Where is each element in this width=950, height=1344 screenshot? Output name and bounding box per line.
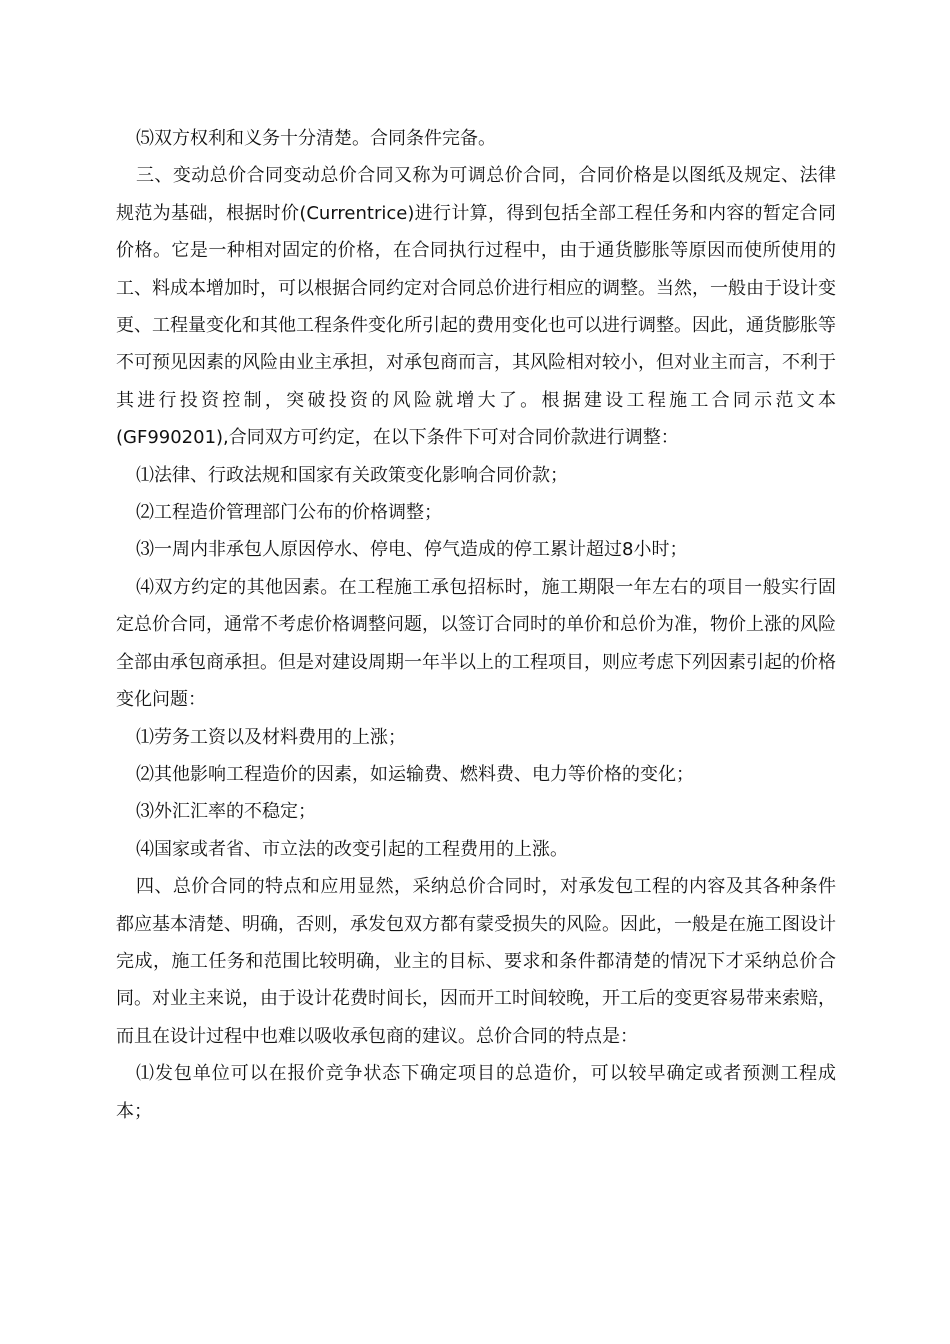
paragraph-factor-2: ⑵其他影响工程造价的因素，如运输费、燃料费、电力等价格的变化； [136, 763, 694, 785]
paragraph-condition-3: ⑶一周内非承包人原因停水、停电、停气造成的停工累计超过8小时； [136, 539, 688, 561]
paragraph-section-4-characteristics: 四、总价合同的特点和应用显然，采纳总价合同时，对承发包工程的内容及其各种条件都应基本清楚、明确，否则，承发包双方都有蒙受损失的风险。因此，一般是在施工图设计完成，施工任务和范围比较明确，业主的目标、要求和条件都清楚的情况下才采纳总价合同。对业主来说，由于设计花费时间长，因而开工时间较晚，开工后的变更容易带来索赔，而且在设计过程中也难以吸收承包商的建议。总价合同的特点是： [116, 876, 836, 1047]
paragraph-condition-1: ⑴法律、行政法规和国家有关政策变化影响合同价款； [136, 464, 568, 486]
paragraph-condition-2: ⑵工程造价管理部门公布的价格调整； [136, 502, 442, 524]
paragraph-section-3-variable-total-price: 三、变动总价合同变动总价合同又称为可调总价合同，合同价格是以图纸及规定、法律规范为基础，根据时价(Currentrice)进行计算，得到包括全部工程任务和内容的暂定合同价格。它是一种相对固定的价格，在合同执行过程中，由于通货膨胀等原因而使所使用的工、料成本增加时，可以根据合同约定对合同总价进行相应的调整。当然，一般由于设计变更、工程量变化和其他工程条件变化所引起的费用变化也可以进行调整。因此，通货膨胀等不可预见因素的风险由业主承担，对承包商而言，其风险相对较小，但对业主而言，不利于其进行投资控制，突破投资的风险就增大了。根据建设工程施工合同示范文本(GF990201),合同双方可约定，在以下条件下可对合同价款进行调整： [116, 165, 836, 449]
paragraph-factor-3: ⑶外汇汇率的不稳定； [136, 801, 316, 823]
paragraph-item-5: ⑸双方权利和义务十分清楚。合同条件完备。 [136, 128, 496, 149]
paragraph-characteristic-1: ⑴发包单位可以在报价竞争状态下确定项目的总造价，可以较早确定或者预测工程成本； [116, 1063, 836, 1122]
paragraph-factor-1: ⑴劳务工资以及材料费用的上涨； [136, 726, 406, 748]
document-page [116, 120, 836, 1130]
paragraph-factor-4: ⑷国家或者省、市立法的改变引起的工程费用的上涨。 [136, 838, 568, 860]
paragraph-condition-4: ⑷双方约定的其他因素。在工程施工承包招标时，施工期限一年左右的项目一般实行固定总价合同，通常不考虑价格调整问题，以签订合同时的单价和总价为准，物价上涨的风险全部由承包商承担。但是对建设周期一年半以上的工程项目，则应考虑下列因素引起的价格变化问题： [116, 576, 836, 711]
